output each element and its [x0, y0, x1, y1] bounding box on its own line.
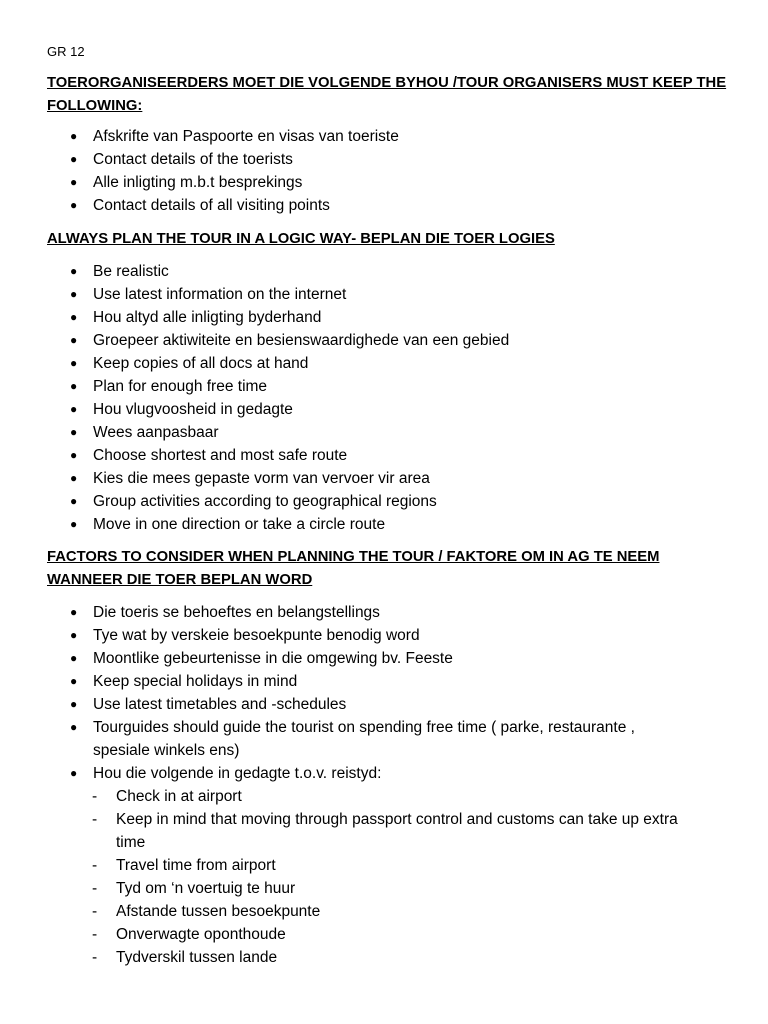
list-item: ● Tourguides should guide the tourist on spending free time ( parke, restaurante , spesiale winkels ens)	[0, 716, 768, 762]
bullet-icon: ●	[70, 333, 78, 347]
bullet-icon: ●	[70, 471, 78, 485]
dash-icon: -	[92, 788, 98, 805]
list-item: ● Die toeris se behoeftes en belangstellings	[0, 601, 768, 624]
bullet-icon: ●	[70, 264, 78, 278]
bullet-icon: ●	[70, 198, 78, 212]
bullet-icon: ●	[70, 494, 78, 508]
bullet-icon: ●	[70, 651, 78, 665]
dash-icon: -	[92, 857, 98, 874]
list-item: ● Use latest timetables and -schedules	[0, 693, 768, 716]
bullet-icon: ●	[70, 628, 78, 642]
section-heading-factors: FACTORS TO CONSIDER WHEN PLANNING THE TOUR / FAKTORE OM IN AG TE NEEM WANNEER DIE TOER BEPLAN WORD	[47, 549, 660, 588]
section-heading-organisers: TOERORGANISEERDERS MOET DIE VOLGENDE BYHOU /TOUR ORGANISERS MUST KEEP THE FOLLOWING:	[47, 75, 727, 114]
bullet-icon: ●	[70, 697, 78, 711]
bullet-icon: ●	[70, 517, 78, 531]
bullet-icon: ●	[70, 720, 78, 734]
sub-list-item: - Travel time from airport	[0, 854, 768, 877]
section-heading-plan-logic: ALWAYS PLAN THE TOUR IN A LOGIC WAY- BEPLAN DIE TOER LOGIES	[47, 231, 555, 247]
sub-list-item: - Tydverskil tussen lande	[0, 946, 768, 969]
list-item: ● Move in one direction or take a circle route	[0, 513, 768, 536]
list-item: ● Be realistic	[0, 260, 768, 283]
sub-list-item: - Tyd om ‘n voertuig te huur	[0, 877, 768, 900]
sub-list-item: - Afstande tussen besoekpunte	[0, 900, 768, 923]
bullet-icon: ●	[70, 379, 78, 393]
bullet-icon: ●	[70, 152, 78, 166]
list-item: ● Plan for enough free time	[0, 375, 768, 398]
list-item: ● Choose shortest and most safe route	[0, 444, 768, 467]
bullet-icon: ●	[70, 448, 78, 462]
list-item: ● Group activities according to geographical regions	[0, 490, 768, 513]
dash-icon: -	[92, 949, 98, 966]
list-item: ● Tye wat by verskeie besoekpunte benodig word	[0, 624, 768, 647]
sub-list-item: - Keep in mind that moving through passport control and customs can take up extra time	[0, 808, 768, 854]
list-item: ● Wees aanpasbaar	[0, 421, 768, 444]
list-item: ● Keep special holidays in mind	[0, 670, 768, 693]
bullet-icon: ●	[70, 129, 78, 143]
bullet-icon: ●	[70, 287, 78, 301]
sub-list-item: - Onverwagte oponthoude	[0, 923, 768, 946]
factors-list	[0, 601, 768, 969]
bullet-icon: ●	[70, 425, 78, 439]
bullet-icon: ●	[70, 310, 78, 324]
bullet-icon: ●	[70, 356, 78, 370]
plan-logic-list	[0, 260, 768, 536]
list-item: ● Hou altyd alle inligting byderhand	[0, 306, 768, 329]
dash-icon: -	[92, 811, 98, 828]
list-item: ● Kies die mees gepaste vorm van vervoer vir area	[0, 467, 768, 490]
bullet-icon: ●	[70, 605, 78, 619]
grade-label: GR 12	[47, 44, 85, 59]
list-item: ● Use latest information on the internet	[0, 283, 768, 306]
list-item: ● Contact details of the toerists	[0, 148, 768, 171]
list-item: ● Moontlike gebeurtenisse in die omgewing bv. Feeste	[0, 647, 768, 670]
dash-icon: -	[92, 880, 98, 897]
list-item: ● Afskrifte van Paspoorte en visas van toeriste	[0, 125, 768, 148]
bullet-icon: ●	[70, 766, 78, 780]
dash-icon: -	[92, 903, 98, 920]
list-item: ● Contact details of all visiting points	[0, 194, 768, 217]
list-item: ● Groepeer aktiwiteite en besienswaardighede van een gebied	[0, 329, 768, 352]
sub-list-item: - Check in at airport	[0, 785, 768, 808]
bullet-icon: ●	[70, 674, 78, 688]
list-item: ● Alle inligting m.b.t besprekings	[0, 171, 768, 194]
list-item: ● Hou die volgende in gedagte t.o.v. reistyd:	[0, 762, 768, 785]
dash-icon: -	[92, 926, 98, 943]
list-item: ● Keep copies of all docs at hand	[0, 352, 768, 375]
bullet-icon: ●	[70, 402, 78, 416]
list-item: ● Hou vlugvoosheid in gedagte	[0, 398, 768, 421]
organisers-list	[0, 125, 768, 217]
bullet-icon: ●	[70, 175, 78, 189]
